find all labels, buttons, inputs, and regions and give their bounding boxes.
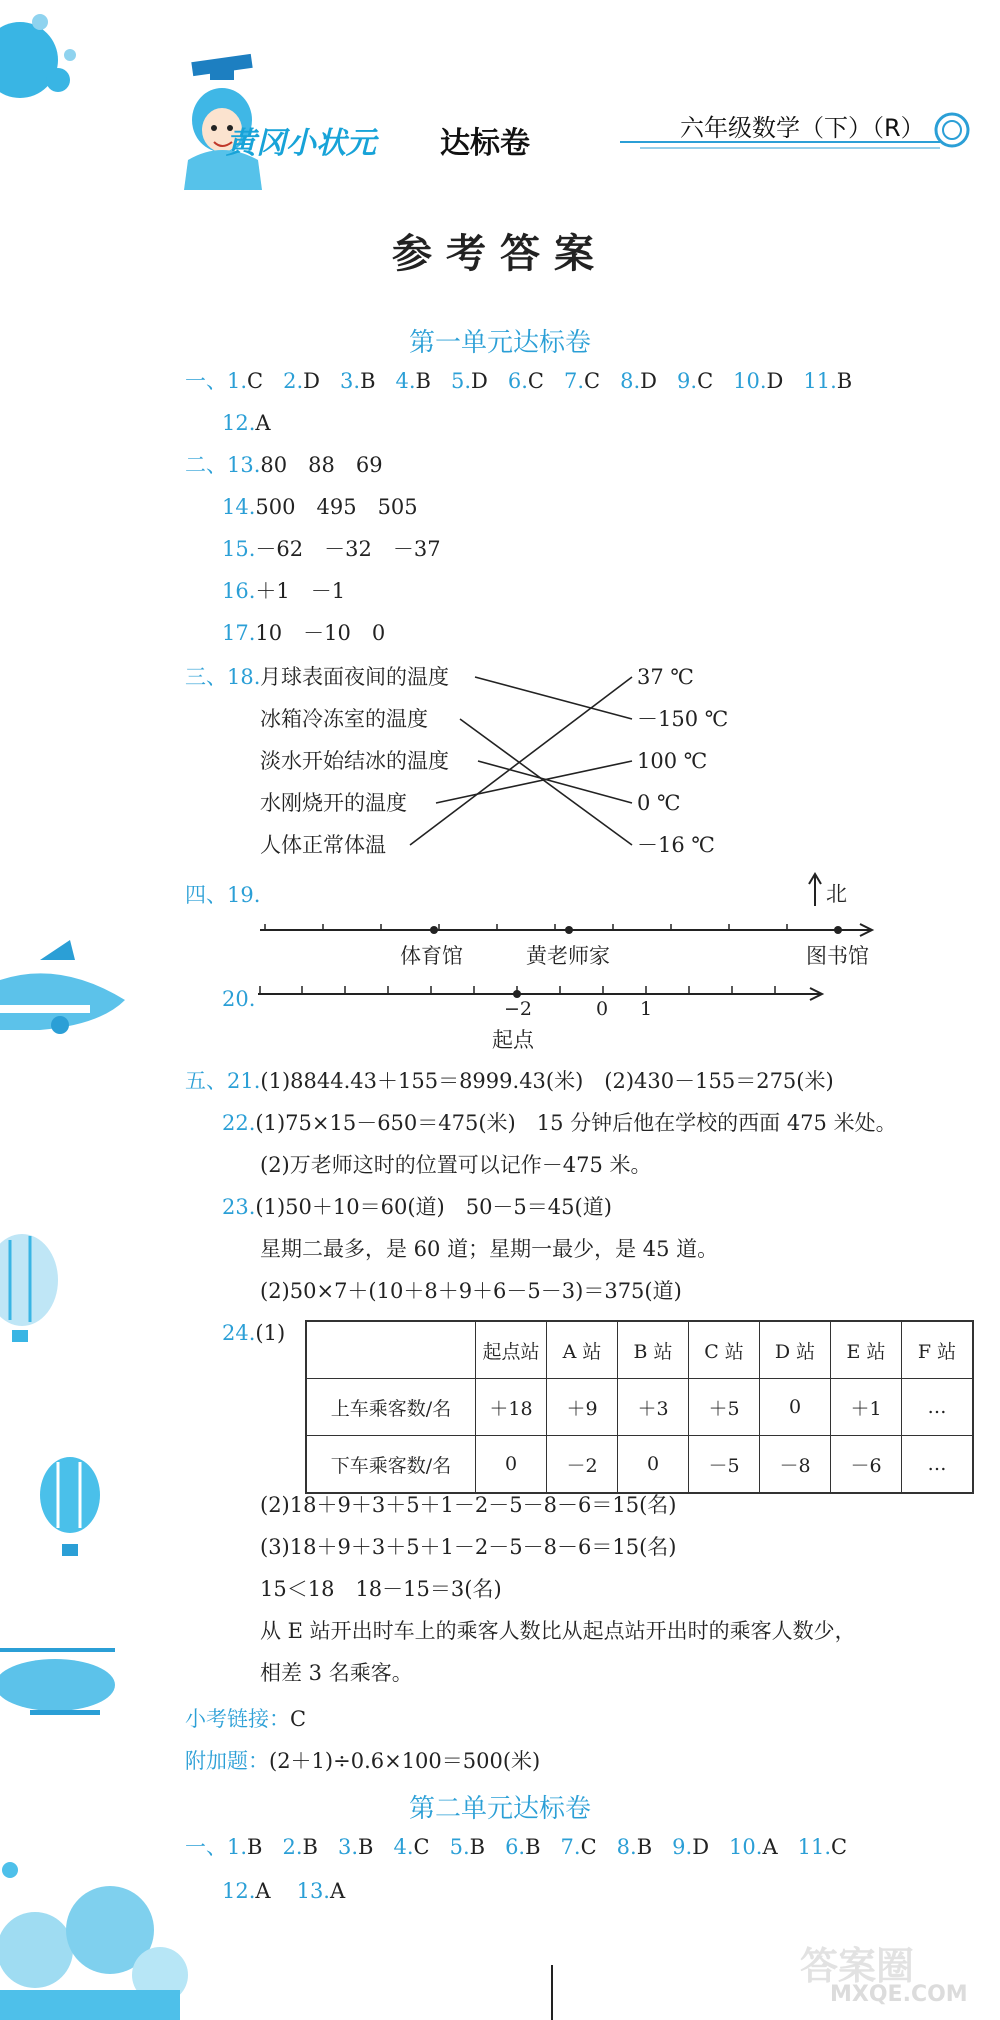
q21-row bbox=[185, 1066, 834, 1096]
q18-right-item: －16 ℃ bbox=[637, 833, 715, 857]
tick-label: 1 bbox=[640, 998, 653, 1020]
question-number: 18. bbox=[227, 665, 261, 689]
answer: B bbox=[469, 1835, 486, 1859]
question-number: 9. bbox=[672, 1835, 693, 1859]
answer: C bbox=[831, 1835, 848, 1859]
table-cell bbox=[306, 1321, 476, 1379]
section-label: 一、 bbox=[185, 369, 227, 393]
q18-right-item: 0 ℃ bbox=[637, 791, 681, 815]
answer: 80 88 69 bbox=[260, 453, 383, 477]
mc-item bbox=[561, 1835, 597, 1859]
question-number: 2. bbox=[283, 369, 304, 393]
label-library: 图书馆 bbox=[806, 944, 869, 968]
q18-left-item: 水刚烧开的温度 bbox=[260, 791, 407, 815]
table-cell: ＋3 bbox=[618, 1379, 689, 1436]
section-label: 四、 bbox=[185, 883, 227, 907]
question-number: 15. bbox=[222, 537, 256, 561]
question-number: 16. bbox=[222, 579, 256, 603]
table-cell: ＋5 bbox=[689, 1379, 760, 1436]
question-number: 11. bbox=[803, 369, 837, 393]
hot-air-balloon-small-icon bbox=[40, 1457, 100, 1556]
question-number: 6. bbox=[505, 1835, 526, 1859]
answer: (1)50＋10＝60(道) 50－5＝45(道) bbox=[255, 1195, 612, 1219]
answer: B bbox=[415, 369, 431, 393]
question-number: 20. bbox=[222, 987, 256, 1011]
question-number: 13. bbox=[296, 1879, 330, 1903]
mc-item bbox=[505, 1835, 540, 1859]
mc-item bbox=[617, 1835, 652, 1859]
table-cell: －6 bbox=[831, 1436, 902, 1494]
answer: D bbox=[471, 369, 488, 393]
question-number: 11. bbox=[797, 1835, 832, 1859]
question-number: 23. bbox=[222, 1195, 256, 1219]
q22-row bbox=[222, 1108, 897, 1138]
table-cell: B 站 bbox=[618, 1321, 689, 1379]
section-label: 五、 bbox=[185, 1069, 227, 1093]
answer: A bbox=[255, 1879, 271, 1903]
label-teacher-home: 黄老师家 bbox=[526, 944, 610, 968]
tick-label: −2 bbox=[504, 998, 533, 1020]
q23-line3: (2)50×7＋(10＋8＋9＋6－5－3)＝375(道) bbox=[260, 1279, 682, 1303]
question-number: 7. bbox=[560, 1835, 581, 1859]
q24-line: (2)18＋9＋3＋5＋1－2－5－8－6＝15(名) bbox=[260, 1493, 677, 1517]
q18-left-item: 冰箱冷冻室的温度 bbox=[260, 707, 428, 731]
start-label: 起点 bbox=[492, 1028, 534, 1052]
q18-right-item: －150 ℃ bbox=[637, 707, 729, 731]
table-row bbox=[306, 1436, 973, 1494]
question-number: 2. bbox=[282, 1835, 303, 1859]
answer: D bbox=[766, 369, 784, 393]
question-number: 13. bbox=[227, 453, 261, 477]
page-title: 参考答案 bbox=[392, 231, 608, 277]
table-cell: … bbox=[902, 1379, 974, 1436]
mc-item bbox=[393, 1835, 429, 1859]
table-cell: 起点站 bbox=[476, 1321, 547, 1379]
mc-item bbox=[227, 1835, 262, 1859]
answer: A bbox=[255, 411, 271, 435]
question-number: 6. bbox=[507, 369, 528, 393]
answer: 10 －10 0 bbox=[255, 621, 386, 645]
table-cell: －2 bbox=[547, 1436, 618, 1494]
bonus-label: 附加题： bbox=[185, 1749, 269, 1773]
q23-line2: 星期二最多，是 60 道；星期一最少，是 45 道。 bbox=[260, 1237, 719, 1261]
question-number: 8. bbox=[620, 369, 641, 393]
table-cell: D 站 bbox=[760, 1321, 831, 1379]
unit2-mc-row bbox=[185, 1832, 867, 1862]
table-cell: 下车乘客数/名 bbox=[306, 1436, 476, 1494]
answer: D bbox=[692, 1835, 710, 1859]
question-number: 24. bbox=[222, 1321, 256, 1345]
passenger-table bbox=[305, 1320, 974, 1494]
hot-air-balloon-icon bbox=[0, 1234, 58, 1342]
question-number: 1. bbox=[227, 369, 248, 393]
watermark-url: MXQE.COM bbox=[830, 1982, 968, 2007]
answer: 500 495 505 bbox=[255, 495, 418, 519]
answer: B bbox=[360, 369, 376, 393]
answer: －62 －32 －37 bbox=[255, 537, 441, 561]
question-number: 1. bbox=[227, 1835, 248, 1859]
table-cell: A 站 bbox=[547, 1321, 618, 1379]
q24-line: (3)18＋9＋3＋5＋1－2－5－8－6＝15(名) bbox=[260, 1535, 677, 1559]
table-cell: E 站 bbox=[831, 1321, 902, 1379]
table-cell: －5 bbox=[689, 1436, 760, 1494]
answer: C bbox=[584, 369, 601, 393]
q24-line: 从 E 站开出时车上的乘客人数比从起点站开出时的乘客人数少， bbox=[260, 1619, 856, 1643]
table-cell: －8 bbox=[760, 1436, 831, 1494]
part-label: (1) bbox=[255, 1321, 286, 1345]
question-number: 17. bbox=[222, 621, 256, 645]
north-label: 北 bbox=[826, 882, 847, 906]
subject-label: 六年级数学（下）（R） bbox=[680, 114, 925, 142]
q18-left-item: 淡水开始结冰的温度 bbox=[260, 749, 449, 773]
answer: C bbox=[290, 1707, 307, 1731]
question-number: 8. bbox=[616, 1835, 637, 1859]
mc-item bbox=[282, 1835, 317, 1859]
mc-item bbox=[672, 1835, 709, 1859]
answer: D bbox=[640, 369, 658, 393]
watermark-logo: 答案圈 bbox=[800, 1944, 915, 1988]
answer: A bbox=[329, 1879, 346, 1903]
answer: (1)8844.43＋155＝8999.43(米) (2)430－155＝275(米) bbox=[260, 1069, 834, 1093]
unit1-title: 第一单元达标卷 bbox=[408, 328, 591, 358]
link-row bbox=[185, 1704, 306, 1734]
brand-suffix: 达标卷 bbox=[440, 126, 530, 161]
answer: C bbox=[247, 369, 264, 393]
answer: B bbox=[836, 369, 853, 393]
q18-left-item: 人体正常体温 bbox=[260, 833, 386, 857]
mc-answers bbox=[227, 1835, 867, 1859]
answer: A bbox=[762, 1835, 778, 1859]
answer: ＋1 －1 bbox=[255, 579, 346, 603]
mc-item bbox=[798, 1835, 847, 1859]
q18-left-item: 月球表面夜间的温度 bbox=[260, 665, 449, 689]
table-cell: 0 bbox=[618, 1436, 689, 1494]
table-cell: F 站 bbox=[902, 1321, 974, 1379]
table-row bbox=[306, 1379, 973, 1436]
unit2-title: 第二单元达标卷 bbox=[408, 1794, 591, 1824]
answer: C bbox=[413, 1835, 430, 1859]
table-cell: … bbox=[902, 1436, 974, 1494]
trees-decoration bbox=[0, 1862, 188, 2020]
q22-line2: (2)万老师这时的位置可以记作－475 米。 bbox=[260, 1153, 652, 1177]
tick-label: 0 bbox=[596, 998, 609, 1020]
brand-title: 黄冈小状元 bbox=[226, 126, 376, 161]
question-number: 19. bbox=[227, 883, 261, 907]
table-cell: 0 bbox=[760, 1379, 831, 1436]
answer: C bbox=[580, 1835, 597, 1859]
table-cell: 上车乘客数/名 bbox=[306, 1379, 476, 1436]
question-number: 14. bbox=[222, 495, 256, 519]
table-header-row bbox=[306, 1321, 973, 1379]
question-number: 3. bbox=[340, 369, 361, 393]
answer: C bbox=[697, 369, 714, 393]
answer: B bbox=[247, 1835, 263, 1859]
label-stadium: 体育馆 bbox=[400, 944, 463, 968]
question-number: 9. bbox=[677, 369, 698, 393]
question-number: 5. bbox=[449, 1835, 470, 1859]
q24-line: 15＜18 18－15＝3(名) bbox=[260, 1577, 502, 1601]
question-number: 10. bbox=[729, 1835, 763, 1859]
table-cell: 0 bbox=[476, 1436, 547, 1494]
section-label: 一、 bbox=[185, 1835, 227, 1859]
question-number: 22. bbox=[222, 1111, 256, 1135]
answer: C bbox=[527, 369, 544, 393]
link-label: 小考链接： bbox=[185, 1707, 290, 1731]
q18-right-item: 37 ℃ bbox=[637, 665, 694, 689]
answer: (2＋1)÷0.6×100＝500(米) bbox=[269, 1749, 541, 1773]
unit2-q12-13-row bbox=[222, 1876, 345, 1906]
answer: B bbox=[525, 1835, 541, 1859]
answer: B bbox=[636, 1835, 653, 1859]
answer: D bbox=[303, 369, 321, 393]
question-number: 4. bbox=[395, 369, 416, 393]
answer: B bbox=[358, 1835, 374, 1859]
answer: (1)75×15－650＝475(米) 15 分钟后他在学校的西面 475 米处。 bbox=[255, 1111, 897, 1135]
question-number: 12. bbox=[222, 1879, 256, 1903]
mc-item bbox=[450, 1835, 485, 1859]
table-cell: ＋1 bbox=[831, 1379, 902, 1436]
table-cell: ＋18 bbox=[476, 1379, 547, 1436]
section-label: 二、 bbox=[185, 453, 227, 477]
answer: B bbox=[302, 1835, 318, 1859]
helicopter-icon bbox=[0, 1650, 115, 1715]
section-label: 三、 bbox=[185, 665, 227, 689]
q24-label bbox=[222, 1318, 285, 1348]
q23-row bbox=[222, 1192, 612, 1222]
q24-line: 相差 3 名乘客。 bbox=[260, 1661, 413, 1685]
question-number: 12. bbox=[222, 411, 256, 435]
mc-item bbox=[338, 1835, 373, 1859]
question-number: 21. bbox=[227, 1069, 261, 1093]
question-number: 7. bbox=[564, 369, 585, 393]
q18-right-item: 100 ℃ bbox=[637, 749, 708, 773]
mc-item bbox=[729, 1835, 778, 1859]
point-start bbox=[513, 990, 521, 998]
table-cell: C 站 bbox=[689, 1321, 760, 1379]
question-number: 4. bbox=[393, 1835, 414, 1859]
table-cell: ＋9 bbox=[547, 1379, 618, 1436]
question-number: 10. bbox=[733, 369, 767, 393]
bonus-row bbox=[185, 1746, 540, 1776]
question-number: 5. bbox=[450, 369, 472, 393]
question-number: 3. bbox=[337, 1835, 359, 1859]
